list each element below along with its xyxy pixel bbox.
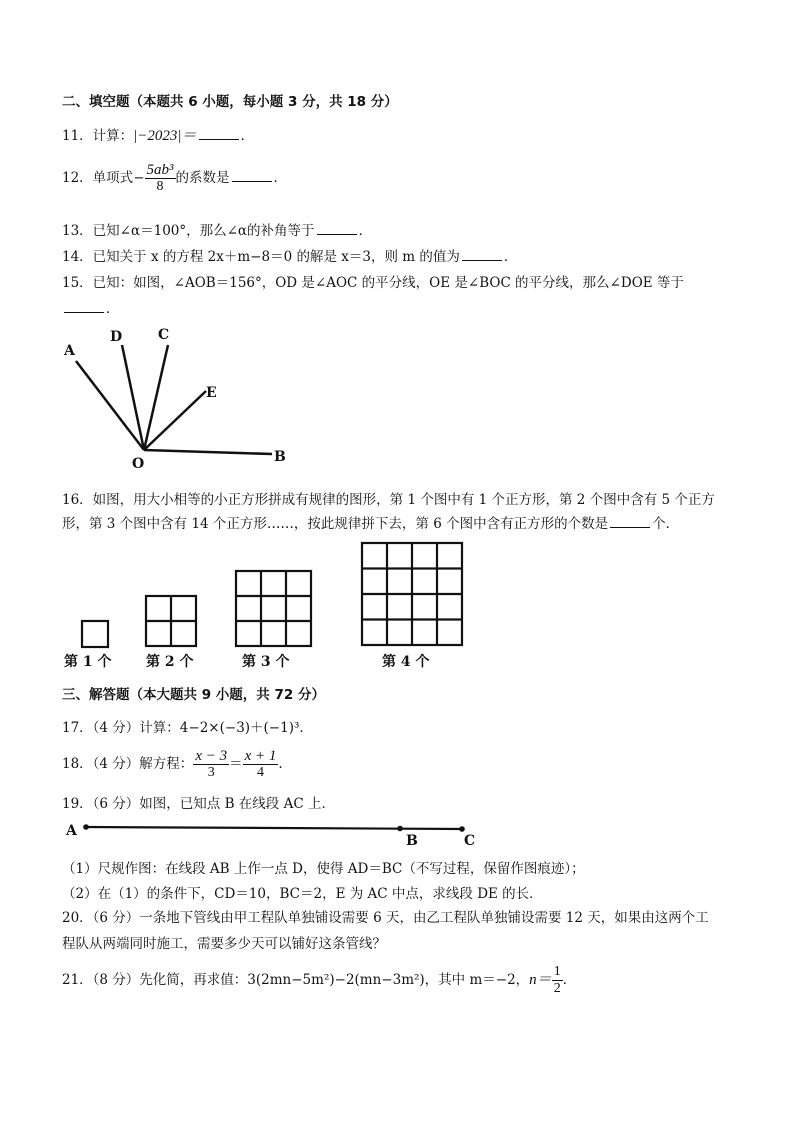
point-c — [459, 826, 465, 832]
pattern-3 — [236, 571, 311, 646]
section-3-heading: 三、解答题（本大题共 9 小题，共 72 分） — [62, 687, 325, 703]
question-16-line-1: 16．如图，用大小相等的小正方形拼成有规律的图形，第 1 个图中有 1 个正方形，第 2 个图中含有 5 个正方 — [62, 492, 715, 508]
caption-3: 第 3 个 — [242, 654, 290, 670]
pattern-1 — [82, 621, 108, 647]
angle-figure — [60, 325, 300, 475]
question-20-line-2: 程队从两端同时施工，需要多少天可以铺好这条管线？ — [62, 936, 386, 952]
question-19-part-2: （2）在（1）的条件下，CD＝10，BC＝2，E 为 AC 中点，求线段 DE 的长． — [62, 886, 543, 902]
question-14: 14．已知关于 x 的方程 2x＋m−8＝0 的解是 x＝3，则 m 的值为 ． — [62, 245, 517, 265]
question-19: 19．（6 分）如图，已知点 B 在线段 AC 上． — [62, 796, 335, 812]
n-fraction: $\frac{1}{2}$ — [553, 964, 561, 996]
answer-blank — [64, 298, 104, 313]
question-15: 15．已知：如图，∠AOB＝156°，OD 是∠AOC 的平分线，OE 是∠BOC 的平分线，那么∠DOE 等于 — [62, 275, 684, 291]
square-pattern-figure — [60, 538, 480, 674]
question-13: 13．已知∠α＝100°，那么∠α的补角等于 ． — [62, 219, 372, 239]
section-2-heading: 二、填空题（本题共 6 小题，每小题 3 分，共 18 分） — [62, 94, 398, 110]
question-15-answer: ． — [62, 297, 120, 317]
answer-blank — [317, 220, 357, 235]
lhs-fraction: $\frac{x - 3}{3}$ — [195, 748, 228, 780]
label-b: B — [406, 833, 418, 849]
question-11-number: 11．计算： — [62, 128, 134, 144]
ray-ob — [144, 450, 272, 454]
label-a: A — [64, 343, 75, 359]
point-b — [397, 826, 403, 832]
question-17: 17．（4 分）计算：4−2×(−3)＋(−1)³． — [62, 720, 313, 736]
question-19-part-1: （1）尺规作图：在线段 AB 上作一点 D，使得 AD＝BC（不写过程，保留作图痕迹）； — [62, 861, 585, 877]
segment-figure — [60, 815, 490, 851]
point-a — [83, 824, 89, 830]
question-11: 11．计算：|−2023|＝ ． — [62, 124, 254, 145]
monomial-fraction: $\frac{\text{5ab³}}{8}$ — [146, 162, 174, 194]
answer-blank — [610, 513, 650, 528]
label-a: A — [66, 823, 77, 839]
pattern-4 — [362, 543, 462, 645]
answer-blank — [199, 125, 239, 140]
question-16-line-2: 形，第 3 个图中含有 14 个正方形……，按此规律拼下去，第 6 个图中含有正方形的个数是 个． — [62, 512, 679, 532]
caption-2: 第 2 个 — [146, 654, 194, 670]
caption-4: 第 4 个 — [382, 654, 430, 670]
pattern-2 — [146, 596, 196, 646]
label-o: O — [132, 456, 145, 472]
label-b: B — [274, 449, 286, 465]
label-c: C — [158, 327, 170, 343]
ray-oc — [144, 345, 168, 450]
label-d: D — [110, 329, 123, 345]
ray-oe — [144, 391, 206, 450]
label-c: C — [464, 833, 476, 849]
segment-ac — [86, 827, 462, 829]
label-e: E — [206, 385, 217, 401]
question-18: 18．（4 分）解方程： $\frac{x - 3}{3}$ ＝ $\frac{x + 1}{4}$ . — [62, 748, 283, 780]
rhs-fraction: $\frac{x + 1}{4}$ — [244, 748, 277, 780]
question-12: 12．单项式− $\frac{\text{5ab³}}{8}$ 的系数是 ． — [62, 162, 287, 194]
caption-1: 第 1 个 — [64, 654, 112, 670]
question-20-line-1: 20．（6 分）一条地下管线由甲工程队单独铺设需要 6 天，由乙工程队单独铺设需要 12 天，如果由这两个工 — [62, 910, 709, 926]
question-11-expression: |−2023|＝ — [133, 128, 197, 144]
question-21: 21．（8 分）先化简，再求值：3(2mn−5m²)−2(mn−3m²)，其中 m＝−2，n＝ $\frac{1}{2}$ ． — [62, 964, 577, 996]
answer-blank — [232, 167, 272, 182]
answer-blank — [462, 246, 502, 261]
